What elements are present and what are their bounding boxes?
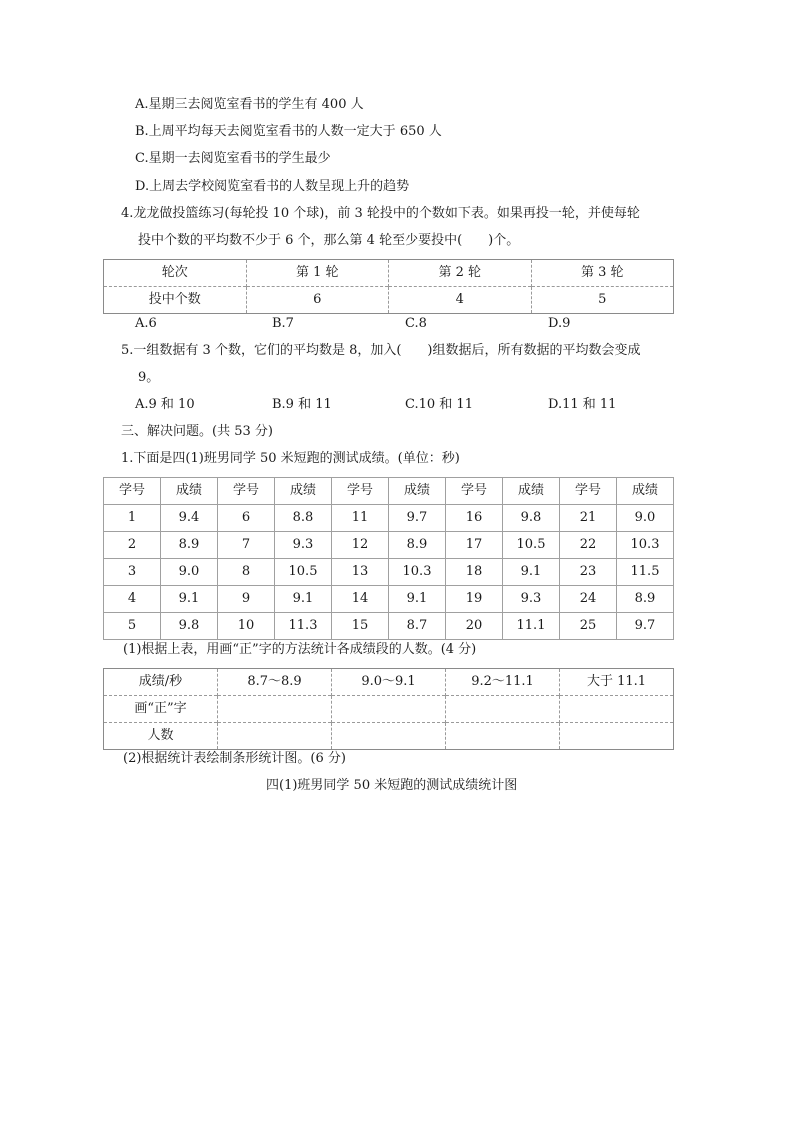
table-cell: 成绩 (161, 478, 218, 505)
table-cell: 14 (332, 586, 389, 613)
table-cell: 18 (446, 559, 503, 586)
table-cell: 4 (389, 287, 532, 314)
table-cell: 8.9 (389, 532, 446, 559)
table-cell: 9.8 (503, 505, 560, 532)
table-row (104, 613, 674, 640)
table-cell: 12 (332, 532, 389, 559)
q4-option-b: B.7 (272, 316, 294, 331)
table-cell: 13 (332, 559, 389, 586)
table-cell: 成绩 (275, 478, 332, 505)
table-cell: 21 (560, 505, 617, 532)
sub-question-1: (1)根据上表，用画“正”字的方法统计各成绩段的人数。(4 分) (123, 642, 477, 657)
table-cell: 20 (446, 613, 503, 640)
table-cell: 15 (332, 613, 389, 640)
table-row (104, 505, 674, 532)
table-cell: 8.9 (161, 532, 218, 559)
table-cell: 25 (560, 613, 617, 640)
answer-cell[interactable] (560, 696, 674, 723)
table-cell: 23 (560, 559, 617, 586)
question-5-line-1: 5.一组数据有 3 个数，它们的平均数是 8，加入( )组数据后，所有数据的平均数会变成 (121, 343, 641, 358)
table-cell: 9.0 (161, 559, 218, 586)
table-cell: 9.0 (617, 505, 674, 532)
table-cell: 6 (246, 287, 389, 314)
table-cell: 10.3 (389, 559, 446, 586)
table-cell: 8.9 (617, 586, 674, 613)
answer-cell[interactable] (218, 723, 332, 750)
q4-option-c: C.8 (405, 316, 427, 331)
option-b: B.上周平均每天去阅览室看书的人数一定大于 650 人 (135, 124, 442, 139)
q4-option-a: A.6 (135, 316, 157, 331)
table-cell: 16 (446, 505, 503, 532)
table-cell: 4 (104, 586, 161, 613)
table-cell: 17 (446, 532, 503, 559)
table-cell: 9.1 (389, 586, 446, 613)
table-cell: 学号 (104, 478, 161, 505)
question-4-line-1: 4.龙龙做投篮练习(每轮投 10 个球)，前 3 轮投中的个数如下表。如果再投一轮，并使每轮 (121, 206, 640, 221)
table-cell: 9.3 (503, 586, 560, 613)
table-cell: 第 1 轮 (246, 260, 389, 287)
table-cell: 投中个数 (104, 287, 247, 314)
answer-cell[interactable] (446, 696, 560, 723)
table-cell: 11.5 (617, 559, 674, 586)
table-cell: 第 2 轮 (389, 260, 532, 287)
table-cell: 9.3 (275, 532, 332, 559)
table-cell: 大于 11.1 (560, 669, 674, 696)
question-1-intro: 1.下面是四(1)班男同学 50 米短跑的测试成绩。(单位：秒) (121, 451, 460, 466)
table-cell: 7 (218, 532, 275, 559)
table-cell: 9.1 (161, 586, 218, 613)
table-cell: 9.2～11.1 (446, 669, 560, 696)
option-d: D.上周去学校阅览室看书的人数呈现上升的趋势 (135, 179, 410, 194)
table-cell: 画“正”字 (104, 696, 218, 723)
table-cell: 11.3 (275, 613, 332, 640)
table-cell: 学号 (332, 478, 389, 505)
table-cell: 8.8 (275, 505, 332, 532)
table-cell: 成绩 (617, 478, 674, 505)
table-row (104, 669, 674, 696)
table-cell: 9.7 (617, 613, 674, 640)
table-cell: 9.4 (161, 505, 218, 532)
table-cell: 10.3 (617, 532, 674, 559)
table-cell: 10.5 (275, 559, 332, 586)
table-cell: 10 (218, 613, 275, 640)
table-cell: 8.7～8.9 (218, 669, 332, 696)
table-cell: 6 (218, 505, 275, 532)
table-row (104, 260, 674, 287)
table-row (104, 586, 674, 613)
option-c: C.星期一去阅览室看书的学生最少 (135, 151, 331, 166)
table-cell: 学号 (446, 478, 503, 505)
q5-option-c: C.10 和 11 (405, 397, 473, 412)
table-cell: 9.0～9.1 (332, 669, 446, 696)
answer-cell[interactable] (560, 723, 674, 750)
q4-option-d: D.9 (548, 316, 571, 331)
table-cell: 成绩/秒 (138, 674, 183, 689)
q5-option-b: B.9 和 11 (272, 397, 332, 412)
question-4-line-2: 投中个数的平均数不少于 6 个，那么第 4 轮至少要投中( )个。 (138, 233, 520, 248)
table-cell: 人数 (104, 723, 218, 750)
table-cell: 成绩 (389, 478, 446, 505)
chart-title: 四(1)班男同学 50 米短跑的测试成绩统计图 (266, 778, 518, 793)
table-cell: 第 3 轮 (531, 260, 674, 287)
answer-cell[interactable] (218, 696, 332, 723)
table-cell: 9.1 (275, 586, 332, 613)
table-cell: 2 (104, 532, 161, 559)
table-cell: 5 (104, 613, 161, 640)
table-cell: 学号 (560, 478, 617, 505)
table-row (104, 287, 674, 314)
table-row (104, 478, 674, 505)
table-cell: 11.1 (503, 613, 560, 640)
table-cell: 8 (218, 559, 275, 586)
table-cell: 22 (560, 532, 617, 559)
q5-option-d: D.11 和 11 (548, 397, 617, 412)
table-cell: 学号 (218, 478, 275, 505)
tally-table (103, 668, 674, 750)
answer-cell[interactable] (446, 723, 560, 750)
table-cell: 19 (446, 586, 503, 613)
table-cell: 24 (560, 586, 617, 613)
option-a: A.星期三去阅览室看书的学生有 400 人 (135, 97, 364, 112)
table-cell: 9.8 (161, 613, 218, 640)
table-row (104, 559, 674, 586)
rounds-table (103, 259, 674, 314)
table-row (104, 696, 674, 723)
table-cell: 10.5 (503, 532, 560, 559)
table-cell: 1 (104, 505, 161, 532)
question-5-line-2: 9。 (138, 370, 160, 385)
table-row (104, 723, 674, 750)
q5-option-a: A.9 和 10 (135, 397, 195, 412)
sub-question-2: (2)根据统计表绘制条形统计图。(6 分) (123, 751, 346, 766)
answer-cell[interactable] (332, 696, 446, 723)
section-heading: 三、解决问题。(共 53 分) (121, 424, 273, 439)
table-cell: 8.7 (389, 613, 446, 640)
table-cell: 5 (531, 287, 674, 314)
table-cell: 11 (332, 505, 389, 532)
table-row (104, 532, 674, 559)
table-cell: 9.7 (389, 505, 446, 532)
table-cell: 成绩 (503, 478, 560, 505)
score-table (103, 477, 674, 640)
table-cell: 9 (218, 586, 275, 613)
table-cell: 3 (104, 559, 161, 586)
table-cell: 9.1 (503, 559, 560, 586)
answer-cell[interactable] (332, 723, 446, 750)
table-cell: 轮次 (161, 265, 188, 280)
